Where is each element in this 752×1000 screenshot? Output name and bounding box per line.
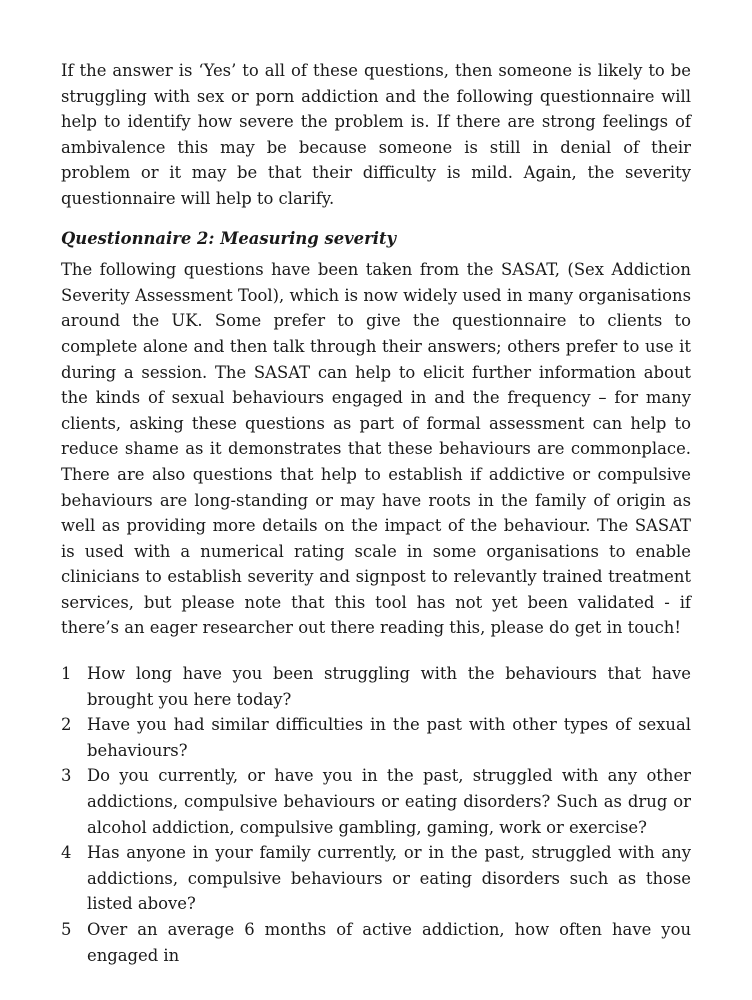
question-item <box>61 712 691 763</box>
document-page <box>61 58 691 968</box>
question-number: 2 <box>61 715 72 735</box>
question-item <box>61 840 691 917</box>
question-item <box>61 661 691 712</box>
question-item <box>61 917 691 968</box>
question-number: 3 <box>61 766 72 786</box>
question-text: Over an average 6 months of active addiction, how often have you engaged in <box>87 920 691 965</box>
question-text: How long have you been struggling with the behaviours that have brought you here today? <box>87 664 691 709</box>
question-number: 5 <box>61 920 72 939</box>
question-number: 4 <box>61 843 72 863</box>
question-number: 1 <box>61 664 72 684</box>
question-text: Has anyone in your family currently, or in the past, struggled with any addictions, compulsive behaviours or eating disorders such as those listed above? <box>87 843 691 914</box>
section-heading: Questionnaire 2: Measuring severity <box>61 228 397 248</box>
question-list <box>61 661 691 968</box>
question-item <box>61 763 691 840</box>
intro-paragraph: If the answer is ‘Yes’ to all of these questions, then someone is likely to be struggling with sex or porn addiction and the following questionnaire will help to identify how severe the problem is. If there are strong feelings of ambivalence this may be because someone is still in denial of their problem or it may be that their difficulty is mild. Again, the severity questionnaire will help to clarify. <box>61 61 691 208</box>
question-text: Do you currently, or have you in the past, struggled with any other addictions, compulsive behaviours or eating disorders? Such as drug or alcohol addiction, compulsive gambling, gaming, work or exercise? <box>87 766 691 837</box>
question-text: Have you had similar difficulties in the past with other types of sexual behaviours? <box>87 715 691 760</box>
body-paragraph: The following questions have been taken from the SASAT, (Sex Addiction Severity Assessment Tool), which is now widely used in many organisations around the UK. Some prefer to give the questionnaire to clients to complete alone and then talk through their answers; others prefer to use it during a session. The SASAT can help to elicit further information about the kinds of sexual behaviours engaged in and the frequency – for many clients, asking these questions as part of formal assessment can help to reduce shame as it demonstrates that these behaviours are commonplace. There are also questions that help to establish if addictive or compulsive behaviours are long-standing or may have roots in the family of origin as well as providing more details on the impact of the behaviour. The SASAT is used with a numerical rating scale in some organisations to enable clinicians to establish severity and signpost to relevantly trained treatment services, but please note that this tool has not yet been validated - if there’s an eager researcher out there reading this, please do get in touch! <box>61 260 691 638</box>
